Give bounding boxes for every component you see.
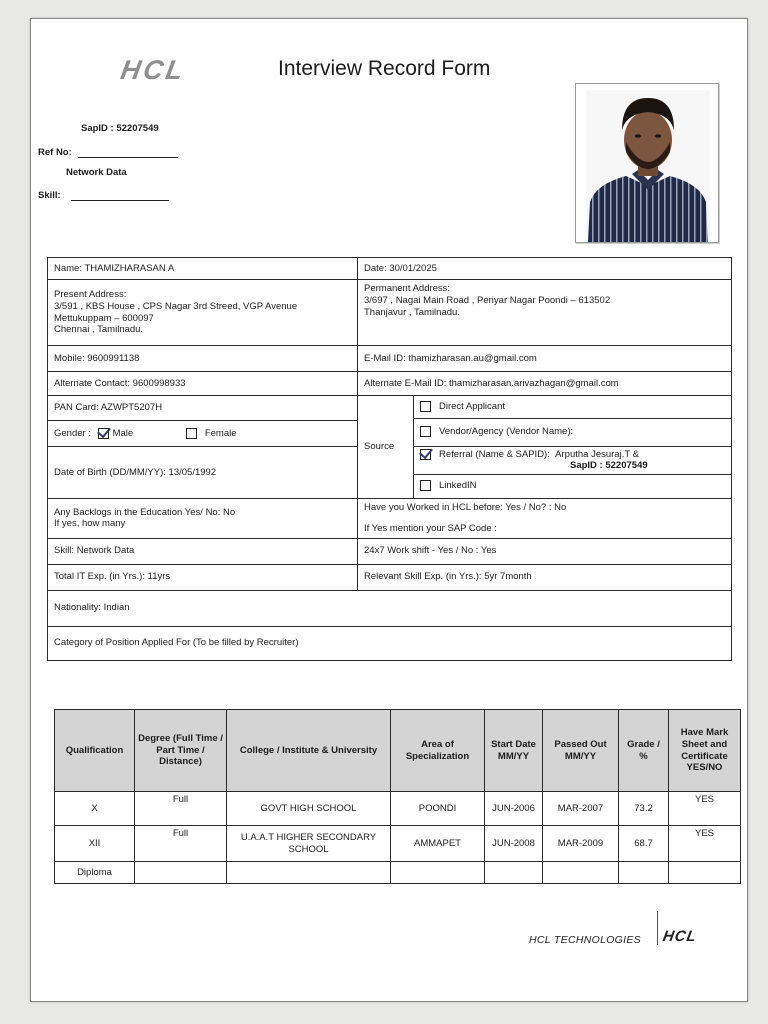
direct-label: Direct Applicant — [439, 400, 506, 412]
referral-checkbox-checked[interactable] — [420, 449, 431, 460]
source-label-cell: Source — [358, 396, 414, 499]
footer-company-name: HCL TECHNOLOGIES — [529, 934, 641, 946]
grade-cell: 73.2 — [619, 792, 669, 826]
candidate-photo — [586, 90, 710, 242]
vendor-checkbox[interactable] — [420, 426, 431, 437]
hcl-logo: HCL — [118, 55, 189, 85]
permanent-address-cell — [358, 280, 732, 346]
pan-cell: PAN Card: AZWPT5207H — [48, 396, 358, 421]
form-title: Interview Record Form — [278, 57, 491, 80]
certificate-cell — [669, 862, 741, 884]
sap-code: If Yes mention your SAP Code : — [364, 522, 497, 534]
linkedin-label: LinkedIN — [439, 480, 477, 492]
referral-name: Arputha Jesuraj.T & — [555, 448, 639, 460]
passed-out-cell — [543, 862, 619, 884]
header-degree: Degree (Full Time / Part Time / Distance) — [135, 710, 227, 792]
backlogs-cell — [48, 499, 358, 539]
present-address-cell — [48, 280, 358, 346]
certificate-cell: YES — [669, 792, 741, 826]
permanent-address-line1: 3/697 , Nagai Main Road , Periyar Nagar Poondi – 613502 — [364, 294, 611, 306]
table-row — [55, 862, 741, 884]
direct-checkbox[interactable] — [420, 401, 431, 412]
male-label: Male — [112, 427, 134, 439]
college-cell — [227, 862, 391, 884]
degree-cell: Full — [135, 826, 227, 862]
backlogs-count: If yes, how many — [54, 518, 126, 530]
passed-out-cell: MAR-2009 — [543, 826, 619, 862]
start-date-cell: JUN-2006 — [485, 792, 543, 826]
category-cell: Category of Position Applied For (To be filled by Recruiter) — [48, 626, 732, 660]
start-date-cell: JUN-2008 — [485, 826, 543, 862]
worked-hcl: Have you Worked in HCL before: Yes / No? : No — [364, 502, 567, 513]
candidate-details-table — [47, 257, 732, 661]
ref-no-field[interactable] — [78, 157, 178, 158]
shift-cell: 24x7 Work shift - Yes / No : Yes — [358, 538, 732, 564]
candidate-photo-image — [586, 90, 710, 242]
permanent-address-line2: Thanjavur , Tamilnadu. — [364, 306, 460, 318]
college-cell: GOVT HIGH SCHOOL — [227, 792, 391, 826]
specialization-cell: AMMAPET — [391, 826, 485, 862]
passed-out-cell: MAR-2007 — [543, 792, 619, 826]
table-row — [55, 792, 741, 826]
source-options — [414, 396, 731, 498]
alt-contact-cell: Alternate Contact: 9600998933 — [48, 372, 358, 396]
skill-cell: Skill: Network Data — [48, 538, 358, 564]
source-options-cell — [414, 396, 732, 499]
linkedin-checkbox[interactable] — [420, 480, 431, 491]
certificate-cell: YES — [669, 826, 741, 862]
skill-label: Skill: — [38, 190, 61, 201]
ref-no-row — [38, 147, 178, 158]
alt-email-cell: Alternate E-Mail ID: thamizharasan.arivazhagan@gmail.com — [358, 372, 732, 396]
grade-cell — [619, 862, 669, 884]
skill-field[interactable] — [71, 200, 169, 201]
present-address-line3: Chennai , Tamilnadu. — [54, 324, 144, 336]
header-passed-out: Passed Out MM/YY — [543, 710, 619, 792]
gender-cell — [48, 420, 358, 447]
header-qualification: Qualification — [55, 710, 135, 792]
table-row — [55, 826, 741, 862]
qual-cell: Diploma — [55, 862, 135, 884]
ref-no-label: Ref No: — [38, 147, 72, 158]
degree-cell: Full — [135, 792, 227, 826]
referral-sapid: SapID : 52207549 — [570, 459, 648, 471]
nationality-cell: Nationality: Indian — [48, 590, 732, 626]
present-address-label: Present Address: — [54, 288, 127, 300]
specialization-cell: POONDI — [391, 792, 485, 826]
email-cell: E-Mail ID: thamizharasan.au@gmail.com — [358, 346, 732, 372]
source-direct-option[interactable] — [414, 396, 731, 418]
gender-label: Gender : — [54, 427, 91, 439]
interview-form-page — [30, 18, 748, 1002]
backlogs-question: Any Backlogs in the Education Yes/ No: No — [54, 506, 236, 518]
permanent-address-label: Permanent Address: — [364, 283, 451, 294]
specialization-cell — [391, 862, 485, 884]
source-linkedin-option[interactable] — [414, 474, 731, 498]
present-address-line1: 3/591 , KBS House , CPS Nagar 3rd Streed, VGP Avenue — [54, 300, 298, 312]
male-checkbox-checked[interactable] — [98, 428, 109, 439]
footer-hcl-logo: HCL — [661, 928, 699, 945]
network-data-label: Network Data — [66, 167, 127, 178]
qual-cell: X — [55, 792, 135, 826]
worked-hcl-cell — [358, 499, 732, 539]
candidate-photo-frame — [575, 83, 719, 243]
footer-divider — [657, 911, 658, 945]
grade-cell: 68.7 — [619, 826, 669, 862]
source-referral-option[interactable] — [414, 446, 731, 474]
source-vendor-option[interactable] — [414, 418, 731, 446]
skill-row — [38, 190, 169, 201]
vendor-label: Vendor/Agency (Vendor Name): — [439, 426, 574, 438]
total-exp-cell: Total IT Exp. (in Yrs.): 11yrs — [48, 564, 358, 590]
name-cell: Name: THAMIZHARASAN A — [48, 258, 358, 280]
female-label: Female — [204, 427, 237, 439]
dob-cell: Date of Birth (DD/MM/YY): 13/05/1992 — [48, 447, 358, 499]
present-address-line2: Mettukuppam – 600097 — [54, 312, 154, 324]
header-specialization: Area of Specialization — [391, 710, 485, 792]
date-cell: Date: 30/01/2025 — [358, 258, 732, 280]
start-date-cell — [485, 862, 543, 884]
mobile-cell: Mobile: 9600991138 — [48, 346, 358, 372]
header-college: College / Institute & University — [227, 710, 391, 792]
qual-cell: XII — [55, 826, 135, 862]
header-certificate: Have Mark Sheet and Certificate YES/NO — [669, 710, 741, 792]
header-start-date: Start Date MM/YY — [485, 710, 543, 792]
degree-cell — [135, 862, 227, 884]
qualification-table — [54, 709, 741, 884]
header-grade: Grade / % — [619, 710, 669, 792]
sap-id: SapID : 52207549 — [81, 123, 159, 134]
referral-label: Referral (Name & SAPID): — [439, 448, 550, 460]
college-cell: U.A.A.T HIGHER SECONDARY SCHOOL — [227, 826, 391, 862]
relevant-exp-cell: Relevant Skill Exp. (in Yrs.): 5yr 7month — [358, 564, 732, 590]
female-checkbox[interactable] — [186, 428, 197, 439]
